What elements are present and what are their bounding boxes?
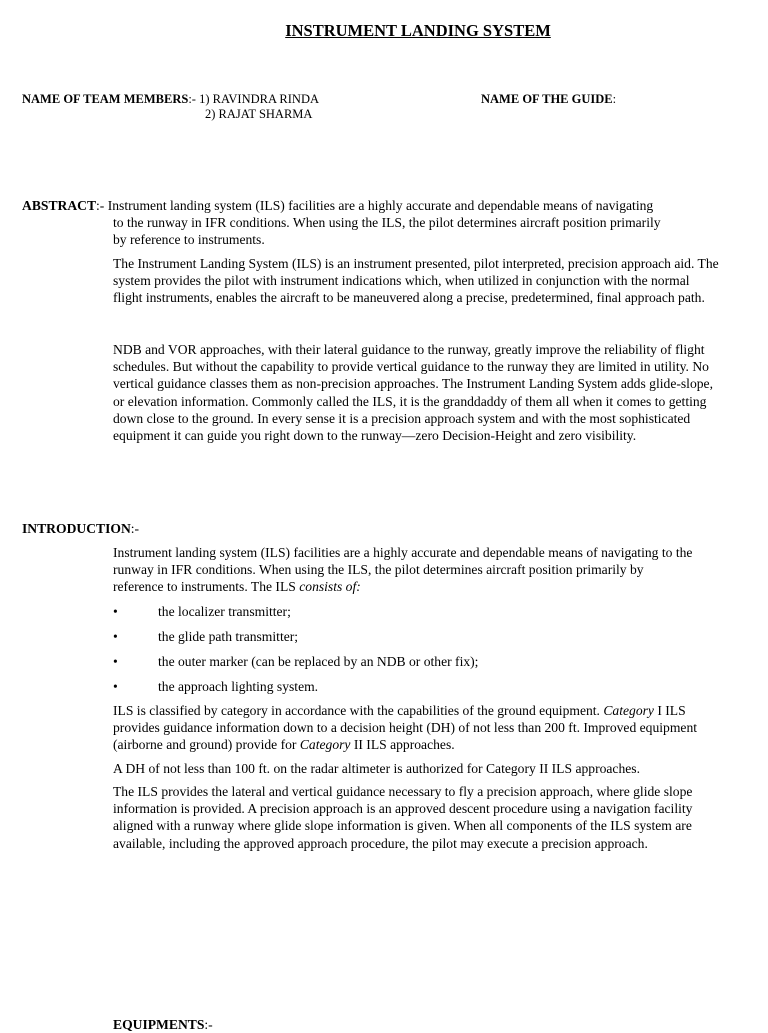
abstract-sep: :- [96, 198, 108, 213]
guide-label: NAME OF THE GUIDE [481, 92, 613, 106]
bullet-icon: • [113, 679, 118, 694]
list-item-text: the localizer transmitter; [158, 604, 291, 619]
team-members-line [22, 91, 319, 107]
abstract-line-2: to the runway in IFR conditions. When using the ILS, the pilot determines aircraft position primarily [113, 215, 661, 230]
introduction-paragraph-1 [113, 544, 693, 596]
para2-text-c: I ILS provides guidance information down to a decision height (DH) of not less than 200 ft. Improved equipment (airborne and ground) provide for [113, 703, 698, 753]
introduction-sep: :- [130, 521, 140, 536]
abstract-paragraph-3: NDB and VOR approaches, with their lateral guidance to the runway, greatly improve the reliability of flight schedules. But without the capability to provide vertical guidance to the runway they are limited in utility. No vertical guidance classes them as non-precision approaches. The Instrument Landing System adds glide-slope, or elevation information. Commonly called the ILS, it is the granddaddy of them all when it comes to getting down close to the ground. In every sense it is a precision approach system and with the most sophisticated equipment it can guide you right down to the runway—zero Decision-Height and zero visibility. [113, 342, 713, 444]
introduction-heading-line [22, 520, 139, 537]
document-title [0, 21, 768, 41]
para2-text-e: II ILS approaches. [350, 737, 455, 753]
team-member-2: 2) RAJAT SHARMA [205, 107, 313, 121]
bullet-icon: • [113, 604, 118, 619]
para2-italic-b: Category [603, 703, 654, 718]
para2-italic-d: Category [299, 737, 351, 753]
abstract-line-3: by reference to instruments. [113, 232, 265, 247]
introduction-paragraph-4: The ILS provides the lateral and vertical guidance necessary to fly a precision approach, where glide slope information is provided. A precision approach is an approved descent procedure using a navigation facility aligned with a runway where glide slope information is given. When all components of the ILS system are available, including the approved approach procedure, the pilot may execute a precision approach. [113, 784, 693, 851]
introduction-paragraph-1-text: Instrument landing system (ILS) facilities are a highly accurate and dependable means of navigating to the runway in IFR conditions. When using the ILS, the pilot determines aircraft position primarily by reference to instruments. The ILS [113, 545, 693, 595]
introduction-paragraph-1-italic: consists of: [299, 579, 361, 595]
team-members-label: NAME OF TEAM MEMBERS [22, 92, 189, 106]
list-item-text: the glide path transmitter; [158, 629, 299, 644]
para2-text-a: ILS is classified by category in accordance with the capabilities of the ground equipment. [113, 703, 604, 718]
list-item-text: the approach lighting system. [158, 679, 319, 694]
bullet-icon: • [113, 629, 118, 644]
equipments-heading-line [113, 1016, 213, 1033]
abstract-paragraph-2: The Instrument Landing System (ILS) is an instrument presented, pilot interpreted, precision approach aid. The system provides the pilot with instrument indications which, when utilized in conjunction with the normal flight instruments, enables the aircraft to be maneuvered along a precise, predetermined, final approach path. [113, 256, 719, 306]
equipments-heading: EQUIPMENTS [113, 1017, 205, 1032]
team-member-1: 1) RAVINDRA RINDA [199, 92, 320, 106]
equipments-sep: :- [204, 1017, 213, 1032]
team-members-sep: :- [188, 92, 200, 106]
list-item-text: the outer marker (can be replaced by an NDB or other fix); [158, 654, 479, 669]
abstract-first-line [22, 197, 732, 214]
guide-sep: : [612, 92, 617, 106]
title-text: INSTRUMENT LANDING SYSTEM [285, 21, 551, 40]
abstract-line-1: Instrument landing system (ILS) facilities are a highly accurate and dependable means of navigating [107, 198, 654, 213]
bullet-icon: • [113, 654, 118, 669]
guide-line [481, 91, 616, 107]
introduction-paragraph-2 [113, 702, 723, 754]
introduction-heading: INTRODUCTION [22, 521, 131, 536]
abstract-heading: ABSTRACT [22, 198, 97, 213]
introduction-paragraph-3: A DH of not less than 100 ft. on the radar altimeter is authorized for Category II ILS approaches. [113, 761, 640, 776]
